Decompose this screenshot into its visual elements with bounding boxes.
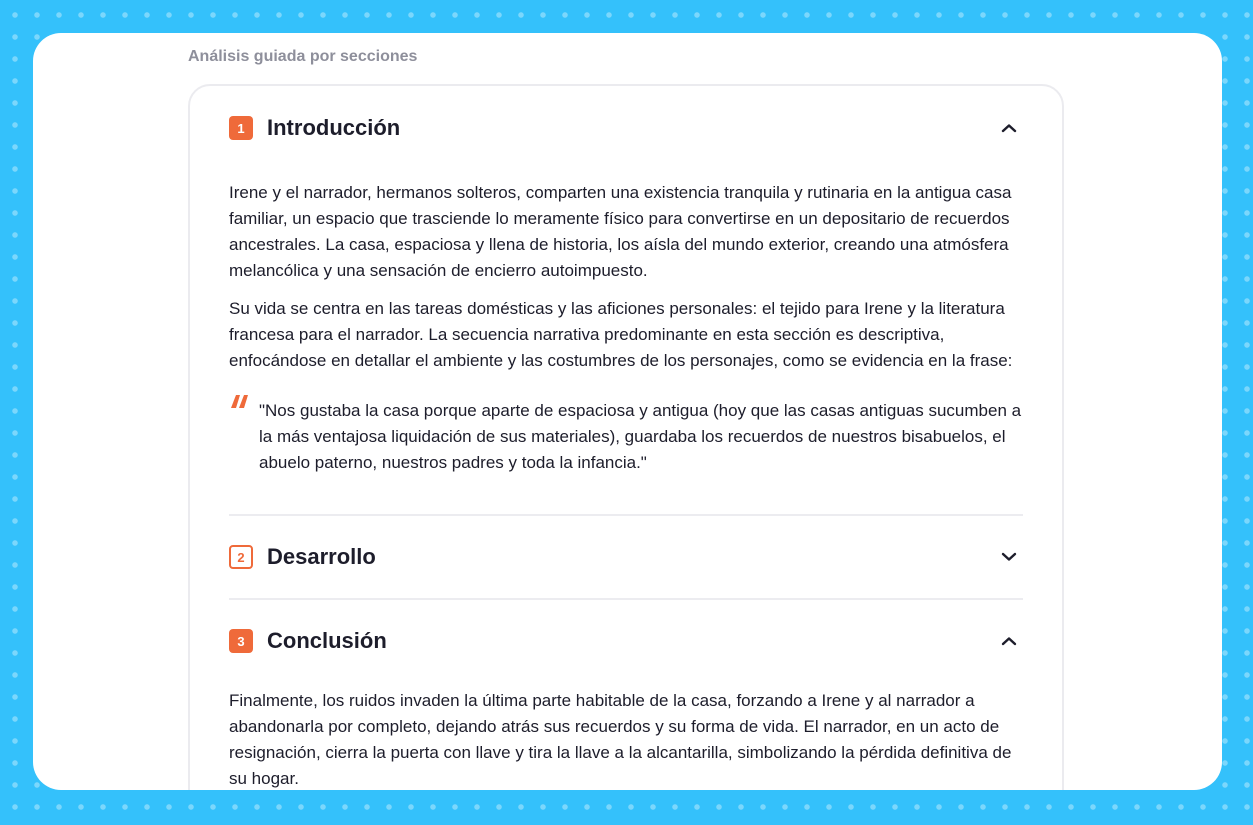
accordion-header-introduccion[interactable] (229, 86, 1023, 170)
content-frame (33, 33, 1222, 790)
quote-icon (228, 392, 250, 412)
section-title: Introducción (267, 115, 401, 140)
section-title: Desarrollo (267, 544, 376, 569)
section-number-badge: 2 (229, 545, 253, 569)
chevron-up-icon[interactable] (997, 629, 1021, 653)
section-number-badge: 3 (229, 629, 253, 653)
section-paragraph: Finalmente, los ruidos invaden la última parte habitable de la casa, forzando a Irene y al narrador a abandonarla por completo, dejando atrás sus recuerdos y su forma de vida. El narrador, en un acto de resignación, cierra la puerta con llave y tira la llave a la alcantarilla, simbolizando la pérdida definitiva de su hogar. (229, 691, 1012, 788)
blockquote (229, 398, 1023, 476)
accordion-header-desarrollo[interactable] (229, 516, 1023, 598)
section-paragraph: Su vida se centra en las tareas domésticas y las aficiones personales: el tejido para Irene y la literatura francesa para el narrador. La secuencia narrativa predominante en esta sección es descriptiva, enfocándose en detallar el ambiente y las costumbres de los personajes, como se evidencia en la frase: (229, 299, 1013, 370)
quote-text: "Nos gustaba la casa porque aparte de espaciosa y antigua (hoy que las casas antiguas sucumben a la más ventajosa liquidación de sus materiales), guardaba los recuerdos de nuestros bisabuelos, el abuelo paterno, nuestros padres y toda la infancia." (259, 401, 1022, 472)
page-heading: Análisis guiada por secciones (188, 48, 418, 65)
accordion-body-conclusion (229, 682, 1023, 790)
accordion-item-introduccion (229, 86, 1023, 516)
sections-accordion (188, 84, 1064, 790)
accordion-body-introduccion (229, 170, 1023, 514)
section-number-badge: 1 (229, 116, 253, 140)
section-title: Conclusión (267, 628, 387, 653)
accordion-header-conclusion[interactable] (229, 600, 1023, 682)
section-paragraph: Irene y el narrador, hermanos solteros, comparten una existencia tranquila y rutinaria en la antigua casa familiar, un espacio que trasciende lo meramente físico para convertirse en un depositario de recuerdos ancestrales. La casa, espaciosa y llena de historia, los aísla del mundo exterior, creando una atmósfera melancólica y una sensación de encierro autoimpuesto. (229, 183, 1012, 280)
accordion-item-conclusion (229, 600, 1023, 790)
accordion-item-desarrollo (229, 516, 1023, 600)
chevron-down-icon[interactable] (997, 545, 1021, 569)
chevron-up-icon[interactable] (997, 116, 1021, 140)
